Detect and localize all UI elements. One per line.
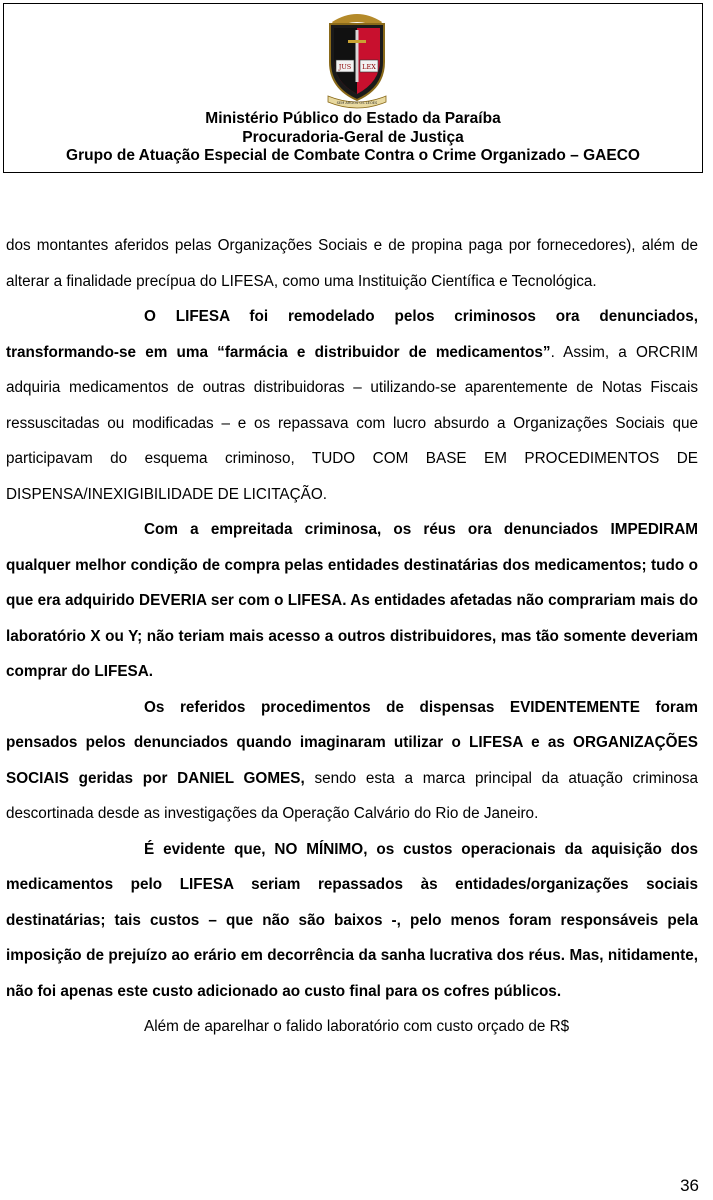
- mp-emblem-icon: [322, 10, 392, 110]
- paragraph-4-rest: sendo esta a marca principal da atuação criminosa descortinada desde as investigações da Operação Calvário do Rio de Janeiro.: [6, 769, 698, 822]
- paragraph-2: [6, 299, 698, 512]
- paragraph-1: [6, 228, 698, 299]
- paragraph-5-text: É evidente que, NO MÍNIMO, os custos operacionais da aquisição dos medicamentos pelo LIFESA seriam repassados às entidades/organizações sociais destinatárias; tais custos – que não são baixos -, pelo menos foram responsáveis pela imposição de prejuízo ao erário em decorrência da sanha lucrativa dos réus. Mas, nitidamente, não foi apenas este custo adicionado ao custo final para os cofres públicos.: [6, 840, 698, 1000]
- document-header: [3, 3, 703, 173]
- header-line-gaeco: Grupo de Atuação Especial de Combate Contra o Crime Organizado – GAECO: [66, 147, 640, 164]
- paragraph-6: [6, 1009, 698, 1045]
- paragraph-4-bold: Os referidos procedimentos de dispensas EVIDENTEMENTE foram pensados pelos denunciados quando imaginaram utilizar o LIFESA e as ORGANIZAÇÕES SOCIAIS geridas por DANIEL GOMES,: [6, 698, 698, 787]
- emblem-motto: SEM ARGOS OS LEÕES: [336, 101, 378, 105]
- page-number: 36: [680, 1176, 699, 1195]
- paragraph-3-text: Com a empreitada criminosa, os réus ora denunciados IMPEDIRAM qualquer melhor condição de compra pelas entidades destinatárias dos medicamentos; tudo o que era adquirido DEVERIA ser com o LIFESA. As entidades afetadas não comprariam mais do laboratório X ou Y; não teriam mais acesso a outros distribuidores, mas tão somente deveriam comprar do LIFESA.: [6, 521, 698, 680]
- header-line-institution: Ministério Público do Estado da Paraíba: [205, 110, 501, 127]
- paragraph-6-text: Além de aparelhar o falido laboratório com custo orçado de R$: [144, 1018, 570, 1035]
- paragraph-2-bold: O LIFESA foi remodelado pelos criminosos ora denunciados, transformando-se em uma “farmácia e distribuidor de medicamentos”: [6, 308, 698, 361]
- emblem-letters-left: JUS: [338, 63, 352, 71]
- paragraph-3: [6, 512, 698, 690]
- paragraph-5: [6, 832, 698, 1010]
- paragraph-4: [6, 690, 698, 832]
- document-body: [6, 228, 698, 1045]
- header-line-procuradoria: Procuradoria-Geral de Justiça: [242, 128, 464, 146]
- header-lines: [4, 110, 702, 166]
- paragraph-2-rest: . Assim, a ORCRIM adquiria medicamentos de outras distribuidoras – utilizando-se aparentemente de Notas Fiscais ressuscitadas ou modificadas – e os repassava com lucro absurdo a Organizações Sociais que participavam do esquema criminoso, TUDO COM BASE EM PROCEDIMENTOS DE DISPENSA/INEXIGIBILIDADE DE LICITAÇÃO.: [6, 343, 698, 503]
- paragraph-1-text: dos montantes aferidos pelas Organizações Sociais e de propina paga por fornecedores), além de alterar a finalidade precípua do LIFESA, como uma Instituição Científica e Tecnológica.: [6, 237, 698, 290]
- emblem-letters-right: LEX: [362, 63, 376, 71]
